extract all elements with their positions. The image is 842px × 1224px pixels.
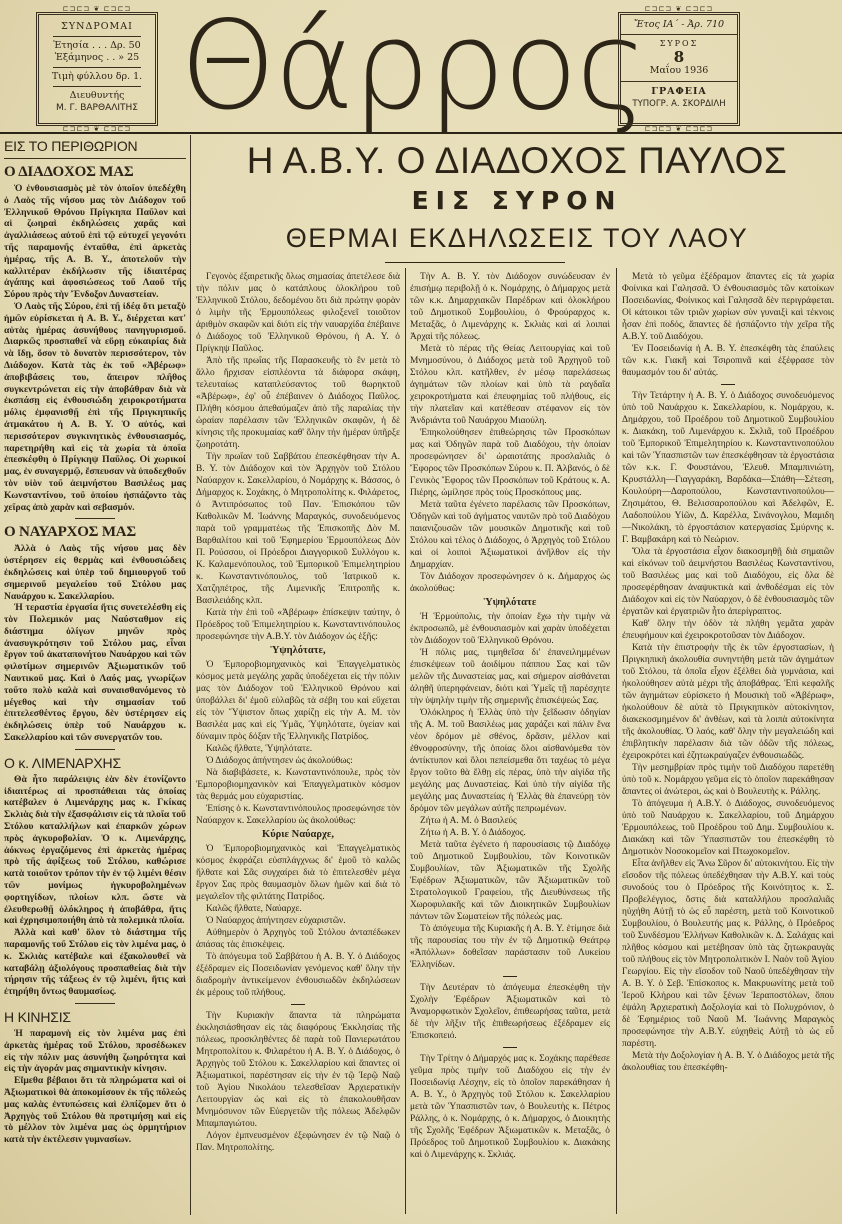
headline: Η Α.Β.Υ. Ο ΔΙΑΔΟΧΟΣ ΠΑΥΛΟΣ <box>246 140 788 181</box>
section-heading: Ο κ. ΛΙΜΕΝΑΡΧΗΣ <box>4 754 121 771</box>
subscription-box <box>36 5 158 133</box>
deck: ΘΕΡΜΑΙ ΕΚΔΗΛΩΣΕΙΣ ΤΟΥ ΛΑΟΥ <box>285 223 749 253</box>
paragraph: Θὰ ἦτο παράλειψις ἐὰν δὲν ἐτονίζοντο ἰδιαιτέρως αἱ προσπάθειαι τὰς ὁποίας κατέβαλεν ὁ Λιμενάρχης μας κ. Γκίκας Σκλιὰς διὰ τὴν ἐξασφάλισιν εἰς τὰ πλοῖα τοῦ Στόλου καταλλήλων καὶ ἐπαρκῶν χώρων πρὸς ἀγκυροβολίαν. Ὁ κ. Λιμενάρχης, ἀόκνως ἐργαζόμενος ἐπὶ ἀρκετὰς ἡμέρας πρὸ τῆς ἀφίξεως τοῦ Στόλου, καθώρισε κατὰ τοιοῦτον τρόπον τὴν ἐν τῷ λιμένι θέσιν τῶν μονίμως ἠγκυροβολημένων φορτηγίδων, πλοίων κλπ. ὥστε νὰ ἐλευθερωθῇ ὁλόκληρος ἡ ἀποβάθρα, ἥτις καὶ ἐχρησιμοποιήθη ἀπὸ τὰ πολεμικὰ πλοῖα. <box>4 773 186 927</box>
paragraph: Γεγονὸς ἐξαιρετικῆς ὅλως σημασίας ἀπετέλεσε διὰ τὴν πόλιν μας ὁ κατάπλους ὁλοκλήρου τοῦ Ἑλληνικοῦ Στόλου, δεδομένου ὅτι διὰ πρώτην φορὰν ὁ λιμὴν τῆς Ἑρμουπόλεως φιλοξενεῖ τοιοῦτον ἀριθμὸν σκαφῶν καὶ διότι εἰς τὴν ναυαρχίδα ἐπέβαινε ὁ Διάδοχος τοῦ Ἑλληνικοῦ Θρόνου, ἡ Α. Υ. ὁ Πρίγκηψ Παῦλος. <box>196 272 400 354</box>
article-column-3 <box>622 271 834 1074</box>
paragraph: Τὴν Δευτέραν τὸ ἀπόγευμα ἐπεσκέφθη τὴν Σχολὴν Ἐφέδρων Ἀξιωματικῶν καὶ τὸ Ἀναμορφωτικὸν Σχολεῖον, ἐπιθεωρήσας ταῦτα, μετὰ δὲ τὴν λῆξιν τῆς ἐπιθεωρήσεως ἐξέδραμεν εἰς Ἐπισκοπειό. <box>410 983 610 1041</box>
half-year-price: Ἐξάμηνος . . » 25 <box>54 52 140 63</box>
divider <box>53 67 141 68</box>
paragraph: Καλῶς ἤλθατε, Ὑψηλότατε. <box>206 744 313 754</box>
paragraph: Καθ' ὅλην τὴν ὁδὸν τὰ πλήθη γεμᾶτα χαρὰν ἐπευφήμουν καὶ ἐχειροκροτοῦσαν τὸν Διάδοχον. <box>622 619 834 641</box>
paragraph: Νὰ διαβιβάσετε, κ. Κωνσταντινόπουλε, πρὸς τὸν Ἐμποροβιομηχανικὸν καὶ Ἐπαγγελματικὸν κόσμον τὰς θερμάς μου εὐχαριστίας. <box>196 768 400 802</box>
paragraph: Ὁ Ἐμποροβιομηχανικὸς καὶ Ἐπαγγελματικὸς κόσμος μετὰ μεγάλης χαρᾶς ὑποδέχεται εἰς τὴν πόλιν μας τὸν Διάδοχον τοῦ Ἑλληνικοῦ Θρόνου καὶ ὑποβάλλει δι' ἐμοῦ εὐλαβῶς τὰ σέβη του καὶ εὔχεται εἰς τὸν Ὕψιστον ὅπως χαρίζῃ εἰς τὴν Α. Μ. τὸν Βασιλέα μας καὶ εἰς Ὑμᾶς, Ὑψηλότατε, ὑγείαν καὶ δύναμιν πρὸς δόξαν τῆς Ἑλληνικῆς Πατρίδος. <box>196 660 400 742</box>
paragraph: Μετὰ τὸ γεῦμα ἐξέδραμον ἅπαντες εἰς τὰ χωρία Φοίνικα καὶ Γαλησσᾶ. Ὁ ἐνθουσιασμὸς τῶν κατοίκων Ποσειδωνίας, Φοίνικος καὶ Γαλησσᾶ δὲν περιγράφεται. Οἱ κάτοικοι τῶν τριῶν χωρίων σὺν γυναιξὶ καὶ τέκνοις ἦσαν ἐπὶ ποδός, ἅπαντες δὲ ἠσπάζοντο τὴν χεῖρα τῆς Α.Β.Υ. τοῦ Διαδόχου. <box>622 272 834 342</box>
issue-month-year: Μαΐου 1936 <box>649 65 709 76</box>
paragraph: Ἀλλὰ ὁ Λαὸς τῆς νήσου μας δὲν ὑστέρησεν εἰς θερμὰς καὶ ἐνθουσιώδεις ἐκδηλώσεις καὶ ὑπὲρ τοῦ δημιουργοῦ τοῦ σημερινοῦ μεγαλείου τοῦ Στόλου μας Ναυάρχου κ. Σακελλαρίου. <box>4 543 186 602</box>
paragraph: Τὴν πρωΐαν τοῦ Σαββάτου ἐπεσκέφθησαν τὴν Α. Β. Υ. τὸν Διάδοχον καὶ τὸν Ἀρχηγὸν τοῦ Στόλου Ναύαρχον κ. Σακελλαρίου, ὁ Νομάρχης κ. Βάσσος, ὁ Δήμαρχος κ. Σοχάκης, ὁ Μητροπολίτης κ. Φιλάρετος, ὁ Ἀντιπρόσωπος τοῦ Παν. Ἐπισκόπου τῶν Καθολικῶν Μ. Ἰωάννης Μαραγκός, συνοδευόμενος παρὰ τοῦ γραμματέως τῆς Ἐπισκοπῆς Δὸν Μ. Βαρθαλίτου καὶ τοῦ Ἐφημερίου Ἑρμουπόλεως Δὸν Π. Ρούσσου, οἱ Πρόεδροι Διαγγορικοῦ Συλλόγου κ. Κ. Καλαμενόπουλος, τοῦ Ἐμπορικοῦ Ἐπιμελητηρίου κ. Κωνσταντινόπουλος, τοῦ Ἰατρικοῦ κ. Χατζηπέτρος, τῆς Λιμενικῆς Ἐπιτροπῆς κ. Βασιλειάδης κλπ. <box>196 452 400 606</box>
paragraph: Μετὰ τὸ πέρας τῆς Θείας Λειτουργίας καὶ τοῦ Μνημοσύνου, ὁ Διάδοχος μετὰ τοῦ Ἀρχηγοῦ τοῦ Στόλου κλπ. κατῆλθεν, ἐν μέσῳ παρελάσεως ἀγημάτων τῶν πλοίων καὶ ὑπὸ τὰ ραγδαῖα χειροκροτήματα καὶ ἐπευφημίας τοῦ πλήθους, εἰς τὴν πλατεῖαν καὶ κατέθεσαν στέφανον εἰς τὸν Ἀνδριάντα τοῦ Ναυάρχου Μιαούλη. <box>410 344 610 426</box>
ornament-bottom: ⊏⊐⊏⊐ ❦ ⊏⊐⊏⊐ <box>62 125 132 133</box>
ornament-top: ⊏⊐⊏⊐ ❦ ⊏⊐⊏⊐ <box>644 5 714 13</box>
ornament-top: ⊏⊐⊏⊐ ❦ ⊏⊐⊏⊐ <box>62 5 132 13</box>
column-rule <box>405 268 406 1214</box>
yearly-price: Ἐτησία . . . Δρ. 50 <box>53 40 141 51</box>
paragraph: Ὅλα τὰ ἐργοστάσια εἶχον διακοσμηθῇ διὰ σημαιῶν καὶ εἰκόνων τοῦ ἀειμνήστου Βασιλέως Κωνσταντίνου, τοῦ Βασιλέως μας καὶ τοῦ Διαδόχου, εἰς ὅλα δὲ προσεφέρθησαν ἀναψυκτικὰ καὶ ἀνθοδέσμαι εἰς τὸν Διάδοχον καὶ εἰς τὸν Ναύαρχον, ὁ δὲ ἐνθουσιασμὸς τῶν ἐργατῶν καὶ ἐργατριῶν ἦτο ἀπερίγραπτος. <box>622 547 834 617</box>
section-divider <box>75 518 115 519</box>
paragraph: Ἡ παραμονὴ εἰς τὸν λιμένα μας ἐπὶ ἀρκετὰς ἡμέρας τοῦ Στόλου, προσέδωκεν εἰς τὴν πόλιν μας ἀσυνήθη ζωηρότητα καὶ εἰς τὴν ἀγοράν μας σημαντικὴν κίνησιν. <box>4 1028 186 1075</box>
paragraph: Τὴν Τρίτην ὁ Δήμαρχός μας κ. Σοχάκης παρέθεσε γεῦμα πρὸς τιμὴν τοῦ Διαδόχου εἰς τὴν ἐν Ποσειδωνίᾳ Λέσχην, εἰς τὸ ὁποῖον παρεκάθησαν ἡ Α. Β. Υ., ὁ Ἀρχηγὸς τοῦ Στόλου κ. Σακελλαρίου μετὰ τῶν Ὑπασπιστῶν των, ὁ Βουλευτὴς κ. Πέτρος Ράλλης, ὁ κ. Νομάρχης, ὁ κ. Δήμαρχος, ὁ Διοικητὴς τῆς Σχολῆς Ἐφέδρων Ἀξιωματικῶν κ. Μεταξᾶς, ὁ Πρόεδρος τοῦ Δημοτικοῦ Συμβουλίου κ. Διακάκης καὶ ὁ Λιμενάρχης κ. Σκλιάς. <box>410 1054 610 1160</box>
divider <box>621 81 737 82</box>
section-heading: Ο ΝΑΥΑΡΧΟΣ ΜΑΣ <box>4 524 137 541</box>
issue-number: Ἔτος ΙΑ΄ - Ἀρ. 710 <box>633 19 725 30</box>
issue-price: Τιμὴ φύλλου δρ. 1. <box>51 71 143 82</box>
paragraph: Ἡ τεραστία ἐργασία ἥτις συνετελέσθη εἰς τὸν Πολεμικόν μας Ναύσταθμον εἰς διάστημα ὀλίγων μηνῶν πρὸς ἀνασυγκρότησιν τοῦ Στόλου μας, εἶναι ἔργον τοῦ ἀκαταπονήτου Ναυάρχου καὶ τῶν φιλοτίμων σημερινῶν Ἀξιωματικῶν τοῦ Ναυτικοῦ μας. Καὶ ὁ Λαός μας, γνωρίζων τοῦτο πολὺ καλὰ καὶ συναισθανόμενος τὸ μέγεθος καὶ τὴν σημασίαν τοῦ ἐπιτελεσθέντος ἔργου, δὲν ὑστέρησεν εἰς ἐκδηλώσεις ὑπὲρ τοῦ Ναυάρχου κ. Σακελλαρίου καὶ τῶν συνεργατῶν του. <box>4 602 186 744</box>
subheadline: ΕΙΣ ΣΥΡΟΝ <box>411 186 623 215</box>
paragraph: Μετὰ τὴν Δοξολογίαν ἡ Α. Β. Υ. ὁ Διάδοχος μετὰ τῆς ἀκολουθίας του ἐπεσκέφθη- <box>622 1051 834 1073</box>
paragraph: Ἀπὸ τῆς πρωΐας τῆς Παρασκευῆς τὸ ἓν μετὰ τὸ ἄλλο ἤρχισαν εἰσπλέοντα τὰ διάφορα σκάφη, τελευταίως καταπλεύσαντος τοῦ θωρηκτοῦ «Ἀβέρωφ», ἐφ' οὗ ἐπέβαινεν ὁ Διάδοχος Παῦλος. Πλήθη κόσμου ἀπεθαύμαζεν ἀπὸ τῆς παραλίας τὴν ὡραίαν παρέλασιν τῶν Ἑλληνικῶν σκαφῶν, ἡ δὲ κίνησις τῆς προκυμαίας καθ' ὅλην τὴν ἡμέραν ὑπῆρξε ζωηροτάτη. <box>196 356 400 450</box>
paragraph: Ἀλλὰ καὶ καθ' ὅλον τὸ διάστημα τῆς παραμονῆς τοῦ Στόλου εἰς τὸν λιμένα μας, ὁ κ. Σκλιὰς κατέβαλε καὶ ἐξακολουθεῖ νὰ καταβάλῃ ἀξιολόγους προσπαθείας διὰ τὴν τήρησιν τῆς τάξεως ἐν τῷ λιμένι, ἥτις καὶ ἐτηρήθη ὄντως θαυμασίως. <box>4 927 186 998</box>
salutation: Ὑψηλότατε, <box>270 645 326 656</box>
paragraph: Τὴν Α. Β. Υ. τὸν Διάδοχον συνώδευσαν ἐν ἐπισήμῳ περιβολῇ ὁ κ. Νομάρχης, ὁ Δήμαρχος μετὰ τῶν κ.κ. Δημαρχιακῶν Παρέδρων καὶ ὁλοκλήρου τοῦ Δημοτικοῦ Συμβουλίου, ὁ Φρούραρχος κ. Μεταξᾶς, ὁ Λιμενάρχης κ. Σκλιὰς καὶ αἱ λοιπαὶ Ἀρχαὶ τῆς πόλεως. <box>410 272 610 342</box>
divider <box>53 86 141 87</box>
subscriptions-heading: ΣΥΝΔΡΟΜΑΙ <box>61 21 133 32</box>
ornament-bottom: ⊏⊐⊏⊐ ❦ ⊏⊐⊏⊐ <box>644 125 714 133</box>
headline-rule <box>385 262 565 263</box>
section-divider <box>75 1003 115 1004</box>
paragraph: Τὸ ἀπόγευμα τοῦ Σαββάτου ἡ Α. Β. Υ. ὁ Διάδοχος ἐξέδραμεν εἰς Ποσειδωνίαν γενόμενος καθ' ὅλην τὴν διαδρομὴν ἀντικείμενον ἐνθουσιωδῶν ἐκδηλώσεων ἐκ μέρους τοῦ πλήθους. <box>196 952 400 998</box>
paragraph: Ὁλόκληρος ἡ Ἑλλὰς ὑπὸ τὴν ξεῖδωσιν ὁδηγίαν τῆς Α. Μ. τοῦ Βασιλέως μας χαράζει καὶ πάλιν ἕνα νέον δρόμον μὲ σθένος, δρᾶσιν, μέλλον καὶ ἐθνοφροσύνην, τῆς ὁποίας ὅλοι αἰσθανόμεθα τὸν ἀντίκτυπον καὶ ὅλοι πεπείσμεθα ὅτι ταχέως τὸ μέγα ἔργον τοῦτο θὰ ἔλθῃ εἰς πέρας, ὑπὸ τὴν αἰγίδα τῆς μεγάλης μας Δυναστείας. Καὶ ὑπὸ τὴν αἰγίδα τῆς μεγάλης μας Δυναστείας ἡ Ἑλλὰς θὰ ἐπανεύρῃ τὸν δρόμον τῶν μεγάλων αὐτῆς πεπρωμένων. <box>410 708 610 814</box>
paragraph: Ὁ Ναύαρχος ἀπήντησεν εὐχαριστῶν. <box>206 916 346 926</box>
column-rule <box>190 135 191 1215</box>
place: ΣΥΡΟΣ <box>659 39 699 48</box>
paragraph: Κατὰ τὴν ἐπιστροφὴν τῆς ἐκ τῶν ἐργοστασίων, ἡ Πριγκηπικὴ ἀκολουθία συνηντήθη μετὰ τῶν ἀγημάτων τοῦ Στόλου, τὰ ὁποῖα εἶχον ἐξέλθει διὰ γυμνάσια, καὶ ἠκολούθησεν αὐτὰ μέχρι τῆς ἀποβάθρας. Ἐπὶ κεφαλῆς τῶν ἀγημάτων εὑρίσκετο ἡ Μουσικὴ τοῦ «Ἀβέρωφ», ἠκολούθουν δὲ αὐτὰ τὸ Πριγκηπικὸν αὐτοκίνητον, διακεκοσμημένον δι' ἀνθέων, καὶ τὰ λοιπὰ αὐτοκίνητα τῆς ἀκολουθίας. Ὁ λαός, καθ' ὅλην τὴν μεγαλειώδη καὶ ἐπιβλητικὴν παρέλασιν διὰ τῶν ὁδῶν τῆς πόλεως, ἐχειροκρότει καὶ ἐζητωκραύγαζεν ἐνθουσιωδῶς. <box>622 643 834 761</box>
paragraph: Ἡ πόλις μας, τιμηθεῖσα δι' ἐπανειλημμένων ἐπισκέψεων τοῦ ἀοιδίμου πάππου Σας καὶ τῶν μελῶν τῆς Δυναστείας μας, καὶ σήμερον αἰσθάνεται ἀληθῆ ὑπερηφάνειαν, διότι καὶ Ὑμεῖς τῇ παρέσχητε τὴν ὑψηλὴν τιμὴν τῆς σημερινῆς ἐπισκέψεώς Σας. <box>410 648 610 706</box>
paragraph: Τὴν Τετάρτην ἡ Α. Β. Υ. ὁ Διάδοχος συνοδευόμενος ὑπὸ τοῦ Ναυάρχου κ. Σακελλαρίου, κ. Νομάρχου, κ. Δημάρχου, τοῦ Προέδρου τοῦ Δημοτικοῦ Συμβουλίου κ. Διακάκη, τοῦ Λιμενάρχου κ. Σκλιᾶ, τοῦ Προέδρου τοῦ Ἐμπορικοῦ Ἐπιμελητηρίου κ. Κωνσταντινοπούλου καὶ τῶν Ὑπασπιστῶν των ἐπεσκέφθησαν τὰ ἐργοστάσια τῶν κ.κ. Γ. Φουστάνου, Ἐλευθ. Μπαμπινιώτη, Κρυστάλλη—Γιαγγαράκη, Βαρδάκα—Σπάθη—Σέτεση, Κουλούρη—Δαροπούλου, Κωνσταντινοπούλου—Ζησιμάτου, Θ. Βελισσαροπούλου καὶ Ἀδελφῶν, Ε. Λαδοπούλου Υἱῶν, Δ. Καρέλλα, Σινάνογλου, Μαμιδη—Νικολάκη, τὸ ἐργοστάσιον κατεργασίας Σμύρνης κ. Γ. Βαμβακάρη καὶ τὸ Νεώριον. <box>622 391 834 545</box>
paragraph: Τὸ ἀπόγευμα ἡ Α.Β.Υ. ὁ Διάδοχος, συνοδευόμενος ὑπὸ τοῦ Ναυάρχου κ. Σακελλαρίου, τοῦ Δημάρχου Ἑρμουπόλεως, τοῦ Προέδρου τοῦ Δημ. Συμβουλίου κ. Διακάκη καὶ τῶν Ὑπασπιστῶν του ἐπεσκέφθη τὸ Δημοτικὸν Νοσοκομεῖον καὶ Πτωχοκομεῖον. <box>622 799 834 857</box>
paragraph: Αὐθημερὸν ὁ Ἀρχηγὸς τοῦ Στόλου ἀνταπέδωκεν ἁπάσας τὰς ἐπισκέψεις. <box>196 928 400 950</box>
salutation: Κύριε Ναύαρχε, <box>262 829 334 840</box>
article-column-2 <box>410 271 610 1161</box>
paragraph: Καλῶς ἤλθατε, Ναύαρχε. <box>206 904 302 914</box>
section-divider <box>503 976 517 977</box>
director-label: Διευθυντής <box>69 90 125 101</box>
newspaper-title: Θάρρος <box>180 0 646 137</box>
section-heading: Η ΚΙΝΗΣΙΣ <box>4 1009 71 1025</box>
section-divider <box>291 1004 305 1005</box>
paragraph: Ὁ Διάδοχος ἀπήντησεν ὡς ἀκολούθως: <box>206 756 353 766</box>
divider <box>53 36 141 37</box>
paragraph: Ἡ Ἑρμούπολις, τὴν ὁποίαν ἔχω τὴν τιμὴν νὰ ἐκπροσωπῶ, μὲ ἐνθουσιασμὸν καὶ χαρὰν ὑποδέχεται τὸν Διάδοχον τοῦ Ἑλληνικοῦ Θρόνου. <box>410 612 610 646</box>
paragraph: Τὸν Διάδοχον προσεφώνησεν ὁ κ. Δήμαρχος ὡς ἀκολούθως: <box>410 572 610 594</box>
paragraph: Ἐπηκολούθησεν ἐπιθεώρησις τῶν Προσκόπων μας καὶ Ὁδηγῶν παρὰ τοῦ Διαδόχου, τὴν ὁποίαν προσεφώνησεν δι' ὡραιοτάτης προσλαλιᾶς ὁ Ἔφορος τῶν Προσκόπων Σύρου κ. Π. Ἀλβανός, ὁ δὲ Γενικὸς Ἔφορος τῶν Προσκόπων τοῦ Κράτους κ. Α. Πιέρης, ὡμίλησε πρὸς τοὺς Προσκόπους μας. <box>410 428 610 498</box>
article-column-1 <box>196 271 400 1154</box>
salutation: Ὑψηλότατε <box>483 597 537 608</box>
paragraph: Ζήτω ἡ Α. Μ. ὁ Βασιλεύς <box>420 816 517 826</box>
paragraph: Ὁ Ἐμποροβιομηχανικὸς καὶ Ἐπαγγελματικὸς κόσμος ἐκφράζει εὐσπλάγχνως δι' ἐμοῦ τὸ καλῶς ἤλθατε καὶ Σᾶς συγχαίρει διὰ τὸ ἐπιτελεσθὲν μέγα ἔργον Σας πρὸς θαυμασμὸν ὅλων ἡμῶν καὶ διὰ τὸ μεγαλεῖον τῆς φιλτάτης Πατρίδος. <box>196 844 400 902</box>
sidebar-column <box>4 136 186 1146</box>
masthead-rule <box>0 132 842 134</box>
sidebar-section-title: ΕΙΣ ΤΟ ΠΕΡΙΘΩΡΙΟΝ <box>4 138 186 159</box>
issue-box <box>618 5 740 133</box>
section-divider <box>75 749 115 750</box>
column-rule <box>616 268 617 1214</box>
director-name: Μ. Γ. ΒΑΡΘΑΛΙΤΗΣ <box>56 103 138 113</box>
paragraph: Κατὰ τὴν ἐπὶ τοῦ «Ἀβέρωφ» ἐπίσκεψιν ταύτην, ὁ Πρόεδρος τοῦ Ἐπιμελητηρίου κ. Κωνσταντινόπουλος προσεφώνησε τὴν Α.Β.Υ. τὸν Διάδοχον ὡς ἑξῆς: <box>196 608 400 642</box>
section-divider <box>721 384 735 385</box>
section-heading: Ο ΔΙΑΔΟΧΟΣ ΜΑΣ <box>4 164 134 180</box>
paragraph: Τὸ ἀπόγευμα τῆς Κυριακῆς ἡ Α. Β. Υ. ἐτίμησε διὰ τῆς παρουσίας του τὴν ἐν τῷ Δημοτικῷ Θεάτρῳ «Ἀπόλλων» δοθεῖσαν παράστασιν τοῦ Λυκείου Ἑλληνίδων. <box>410 924 610 970</box>
paragraph: Ἐν Ποσειδωνίᾳ ἡ Α. Β. Υ. ἐπεσκέφθη τὰς ἐπαύλεις τῶν κ.κ. Γιακῆ καὶ Τσιροπινᾶ καὶ ἐξέφρασε τὸν θαυμασμόν του δι' αὐτάς. <box>622 344 834 378</box>
paragraph: Εἴμεθα βέβαιοι ὅτι τὰ πληρώματα καὶ οἱ Ἀξιωματικοὶ θὰ ἀποκομίσουν ἐκ τῆς πόλεώς μας καλὰς ἐντυπώσεις καὶ ἐλπίζομεν ὅτι ὁ Ἀρχηγὸς τοῦ Στόλου θὰ προτιμήσῃ καὶ εἰς τὸ μέλλον τὸν λιμένα μας ὡς ὁρμητήριον κατὰ τὴν ἐκτέλεσιν γυμνασίων. <box>4 1075 186 1146</box>
paragraph: Ὁ Λαὸς τῆς Σύρου, ἐπὶ τῇ ἰδέᾳ ὅτι μεταξὺ ἡμῶν εὑρίσκεται ἡ Α. Β. Υ., διέρχεται κατ' αὐτὰς ἡμέρας ἀσυνήθους πανηγυρισμοῦ. Διαρκῶς προσπαθεῖ νὰ εὕρῃ εὐκαιρίας διὰ νὰ ἴδῃ, ὅσον τὸ δυνατὸν περισσότερον, τὸν Διάδοχον. Κατὰ τὰς ἐκ τοῦ «Ἀβέρωφ» ἀποβιβάσεις του, ἄπειρον πλῆθος συγκεντρώνεται εἰς τὴν ἀποβάθραν διὰ νὰ ἐκσπάσῃ εἰς ἐνθουσιώδη χειροκροτήματα μόλις ἐμφανισθῇ ἐπὶ τῆς Πριγκηπικῆς ἀτμακάτου ἡ Α. Β. Υ. Ὁ αὐτός, καὶ περισσότερον συγκινητικὸς ἐνθουσιασμός, παρετηρήθη καὶ εἰς τὰ χωρία τὰ ὁποῖα ἐπεσκέφθη ὁ Πρίγκηψ Παῦλος. Οἱ χωρικοί μας, ἐν συναγερμῷ, ἔσπευσαν νὰ ὑποδεχθοῦν τὸν υἱὸν τοῦ ἀειμνήστου Βασιλέως μας Κωνσταντίνου, τοῦ ὁποίου ἠσπάζοντο τὰς χεῖρας ἀπὸ χαρὰν καὶ σεβασμόν. <box>4 300 186 513</box>
issue-day: 8 <box>673 48 685 66</box>
paragraph: Μετὰ ταῦτα ἐγένετο παρέλασις τῶν Προσκόπων, Ὁδηγῶν καὶ τοῦ ἀγήματος ναυτῶν πρὸ τοῦ Διαδόχου παιανιζουσῶν τῶν μουσικῶν Δημοτικῆς καὶ τοῦ Στόλου καὶ τέλος ὁ Διάδοχος, ὁ Ἀρχηγὸς τοῦ Στόλου καὶ οἱ λοιποὶ Ἀξιωματικοὶ ἀνῆλθον εἰς τὴν Δημαρχίαν. <box>410 500 610 570</box>
paragraph: Εἶτα ἀνῆλθεν εἰς Ἄνω Σῦρον δι' αὐτοκινήτου. Εἰς τὴν εἴσοδον τῆς πόλεως ὑπεδέχθησαν τὴν Α.Β.Υ. καὶ τοὺς συνοδούς του ὁ Πρόεδρος τῆς Κοινότητος κ. Σ. Προβελέγγιος, ὅστις διὰ καταλλήλου προσλαλιᾶς ηὐχήθη Αὐτῇ τὸ ὡς εὖ παρέστη, μετὰ τοῦ Κοινοτικοῦ Συμβουλίου, ὁ Βουλευτής μας κ. Ράλλης, ὁ Πρόεδρος τοῦ Συνδέσμου Ἑλλήνων Καθολικῶν κ. Δ. Σαλάχας καὶ πλῆθος κόσμου καὶ μετέβησαν ὑπὸ τὰς ζητωκραυγὰς τοῦ πλήθους εἰς τὸν Μητροπολιτικὸν Ι. Ναὸν τοῦ Ἁγίου Γεωργίου. Εἰς τὴν εἴσοδον τοῦ Ναοῦ ὑπεδέχθησαν τὴν Α. Β. Υ. ὁ Σεβ. Ἐπίσκοπος κ. Μακρυωνίτης μετὰ τοῦ Ἱεροῦ Κλήρου καὶ τῶν ξένων Ἱεραποστόλων, ὅπου ἐψάλη Ἀρχιερατικὴ Δοξολογία καὶ τὸ Πολυχρόνιον, ὁ δὲ Ἐφημέριος τοῦ Ναοῦ Μ. Ἰωάννης Μαραγκὸς προσεφώνησε τὴν Α.Β.Υ. εὐχηθεὶς Αὐτῇ τὸ ὡς εὖ παρέστη. <box>622 859 834 1049</box>
divider <box>621 34 737 35</box>
paragraph: Τὴν Κυριακὴν ἅπαντα τὰ πληρώματα ἐκκλησιάσθησαν εἰς τὰς διαφόρους Ἐκκλησίας τῆς πόλεως, προσκληθέντες δὲ παρὰ τοῦ Πανιερωτάτου Μητροπολίτου κ. Φιλαρέτου ἡ Α. Β. Υ. ὁ Διάδοχος, ὁ Ἀρχηγὸς τοῦ Στόλου κ. Σακελλαρίου καὶ ἅπαντες οἱ Ἀξιωματικοί, παρέστησαν εἰς τὴν ἐν τῷ Ἱερῷ Ναῷ τοῦ Ἁγίου Νικολάου τελεσθεῖσαν Ἀρχιερατικὴν Λειτουργίαν ὡς καὶ εἰς τὸ ἐπακολουθῆσαν Μνημόσυνον τῶν Εὐεργετῶν τῆς πόλεως Ἀδελφῶν Μπαμπαγιώτου. <box>196 1011 400 1129</box>
paragraph: Λόγον ἐμπνευσμένον ἐξεφώνησεν ἐν τῷ Ναῷ ὁ Παν. Μητροπολίτης. <box>196 1131 400 1153</box>
paragraph: Ζήτω ἡ Α. Β. Υ. ὁ Διάδοχος. <box>420 828 526 838</box>
paragraph: Μετὰ ταῦτα ἐγένετο ἡ παρουσίασις τῷ Διαδόχῳ τοῦ Δημοτικοῦ Συμβουλίου, τῶν Κοινοτικῶν Συμβουλίων, τῶν Ἀξιωματικῶν τῆς Σχολῆς Ἐφέδρων Ἀξιωματικῶν, τῶν Ἀξιωματικῶν τοῦ Στρατολογικοῦ Γραφείου, τῆς Διευθύνσεως τῆς Χωροφυλακῆς καὶ τῶν Διοικητικῶν Συμβουλίων πάντων τῶν Σωματείων τῆς πόλεώς μας. <box>410 840 610 922</box>
paragraph: Ὁ ἐνθουσιασμὸς μὲ τὸν ὁποῖον ὑπεδέχθη ὁ Λαὸς τῆς νήσου μας τὸν Διάδοχον τοῦ Ἑλληνικοῦ Θρόνου Πρίγκηπα Παῦλον καὶ αἱ ζωηραὶ ἐκδηλώσεις χαρᾶς καὶ ἀγαλλιάσεως αὐτοῦ ἐπὶ τῷ εὐτυχεῖ γεγονότι τῆς παραμονῆς ἐνταῦθα, ἐπὶ ἀρκετὰς ἡμέρας, τῆς Α. Β. Υ., ἀποτελοῦν τὴν καλλιτέραν ἐκδήλωσιν τῆς ἰδιαιτέρας ἀγάπης καὶ ἀφοσιώσεως τοῦ Λαοῦ τῆς Σύρου πρὸς τὴν Ἔνδοξον Δυναστείαν. <box>4 183 186 301</box>
paragraph: Τὴν μεσημβρίαν πρὸς τιμὴν τοῦ Διαδόχου παρετέθη ὑπὸ τοῦ κ. Νομάρχου γεῦμα εἰς τὸ ὁποῖον παρεκάθησαν ἅπαντες οἱ ἀνώτεροι, ὡς καὶ ὁ Βουλευτὴς κ. Ράλλης. <box>622 763 834 797</box>
offices-label: ΓΡΑΦΕΙΑ <box>651 86 707 97</box>
paragraph: Ἐπίσης ὁ κ. Κωνσταντινόπουλος προσεφώνησε τὸν Ναύαρχον κ. Σακελλαρίου ὡς ἀκολούθως: <box>196 804 400 826</box>
offices-address: ΤΥΠΟΓΡ. Α. ΣΚΟΡΔΙΛΗ <box>632 99 726 109</box>
section-divider <box>503 1047 517 1048</box>
